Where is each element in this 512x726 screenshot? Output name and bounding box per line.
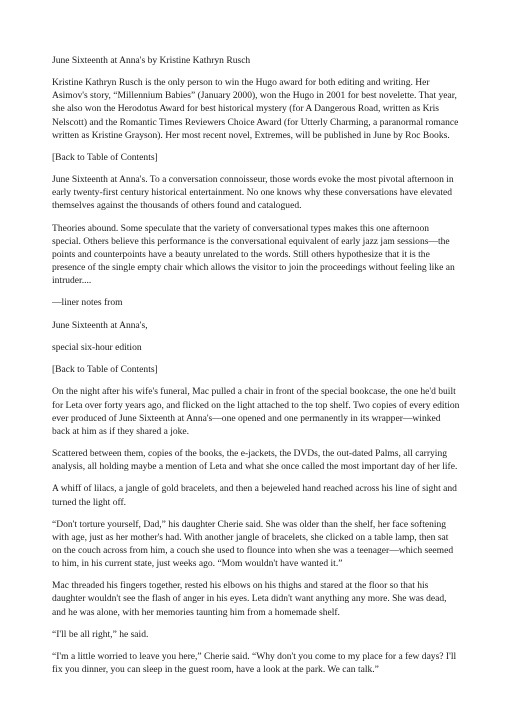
epigraph-attribution: special six-hour edition xyxy=(52,341,142,353)
story-paragraph: “I'll be all right,” he said. xyxy=(52,628,149,640)
epigraph-attribution: —liner notes from xyxy=(52,297,123,309)
epigraph-attribution: June Sixteenth at Anna's, xyxy=(52,319,148,331)
epigraph-paragraph: June Sixteenth at Anna's. To a conversation connoisseur, those words evoke the most pivotal afternoon in early twenty-first century historical entertainment. No one knows why these conversations have elevated themselves against the thousands of others found and catalogued. xyxy=(52,174,454,212)
story-paragraph: Mac threaded his fingers together, rested his elbows on his thighs and stared at the floor so that his daughter wouldn't see the flash of anger in his eyes. Leta didn't want anything any more. She was dead, and he was alone, with her memories taunting him from a homemade shelf. xyxy=(52,580,447,618)
story-paragraph: On the night after his wife's funeral, Mac pulled a chair in front of the special bookcase, the one he'd built for Leta over forty years ago, and flicked on the light attached to the top shelf. Two copies of every edition ever produced of June Sixteenth at Anna's—one opened and one permanently in its wrapper—winked back at him as if they shared a joke. xyxy=(52,386,460,437)
story-paragraph: “I'm a little worried to leave you here,” Cherie said. “Why don't you come to my place for a few days? I'll fix you dinner, you can sleep in the guest room, have a look at the park. We can talk.” xyxy=(52,651,457,676)
back-to-contents-link[interactable]: [Back to Table of Contents] xyxy=(52,364,158,376)
back-to-contents-link[interactable]: [Back to Table of Contents] xyxy=(52,151,158,163)
story-paragraph: A whiff of lilacs, a jangle of gold bracelets, and then a bejeweled hand reached across his line of sight and turned the light off. xyxy=(52,483,457,508)
story-title-line: June Sixteenth at Anna's by Kristine Kathryn Rusch xyxy=(52,55,251,66)
epigraph-paragraph: Theories abound. Some speculate that the variety of conversational types makes this one afternoon special. Others believe this performance is the conversational equivalent of early jazz jam sessions—the points and counterpoints have a beauty unrelated to the words. Still others hypothesize that it is the presence of the single empty chair which allows the visitor to join the proceedings without feeling like an intruder.... xyxy=(52,222,455,287)
author-bio: Kristine Kathryn Rusch is the only person to win the Hugo award for both editing and writing. Her Asimov's story, “Millennium Babies” (January 2000), won the Hugo in 2001 for best novelette. That year, she also won the Herodotus Award for best historical mystery (for A Dangerous Road, written as Kris Nelscott) and the Romantic Times Reviewers Choice Award (for Utterly Charming, a paranormal romance written as Kristine Grayson). Her most recent novel, Extremes, will be published in June by Roc Books. xyxy=(52,77,459,141)
story-paragraph: “Don't torture yourself, Dad,” his daughter Cherie said. She was older than the shelf, her face softening with age, just as her mother's had. With another jangle of bracelets, she clicked on a table lamp, then sat on the couch across from him, a couch she used to flounce into when she was a teenager—which seemed to him, in his current state, just weeks ago. “Mom wouldn't have wanted it.” xyxy=(52,518,454,570)
story-paragraph: Scattered between them, copies of the books, the e-jackets, the DVDs, the out-dated Palms, all carrying analysis, all holding maybe a mention of Leta and what she once called the most important day of her life. xyxy=(52,448,458,473)
